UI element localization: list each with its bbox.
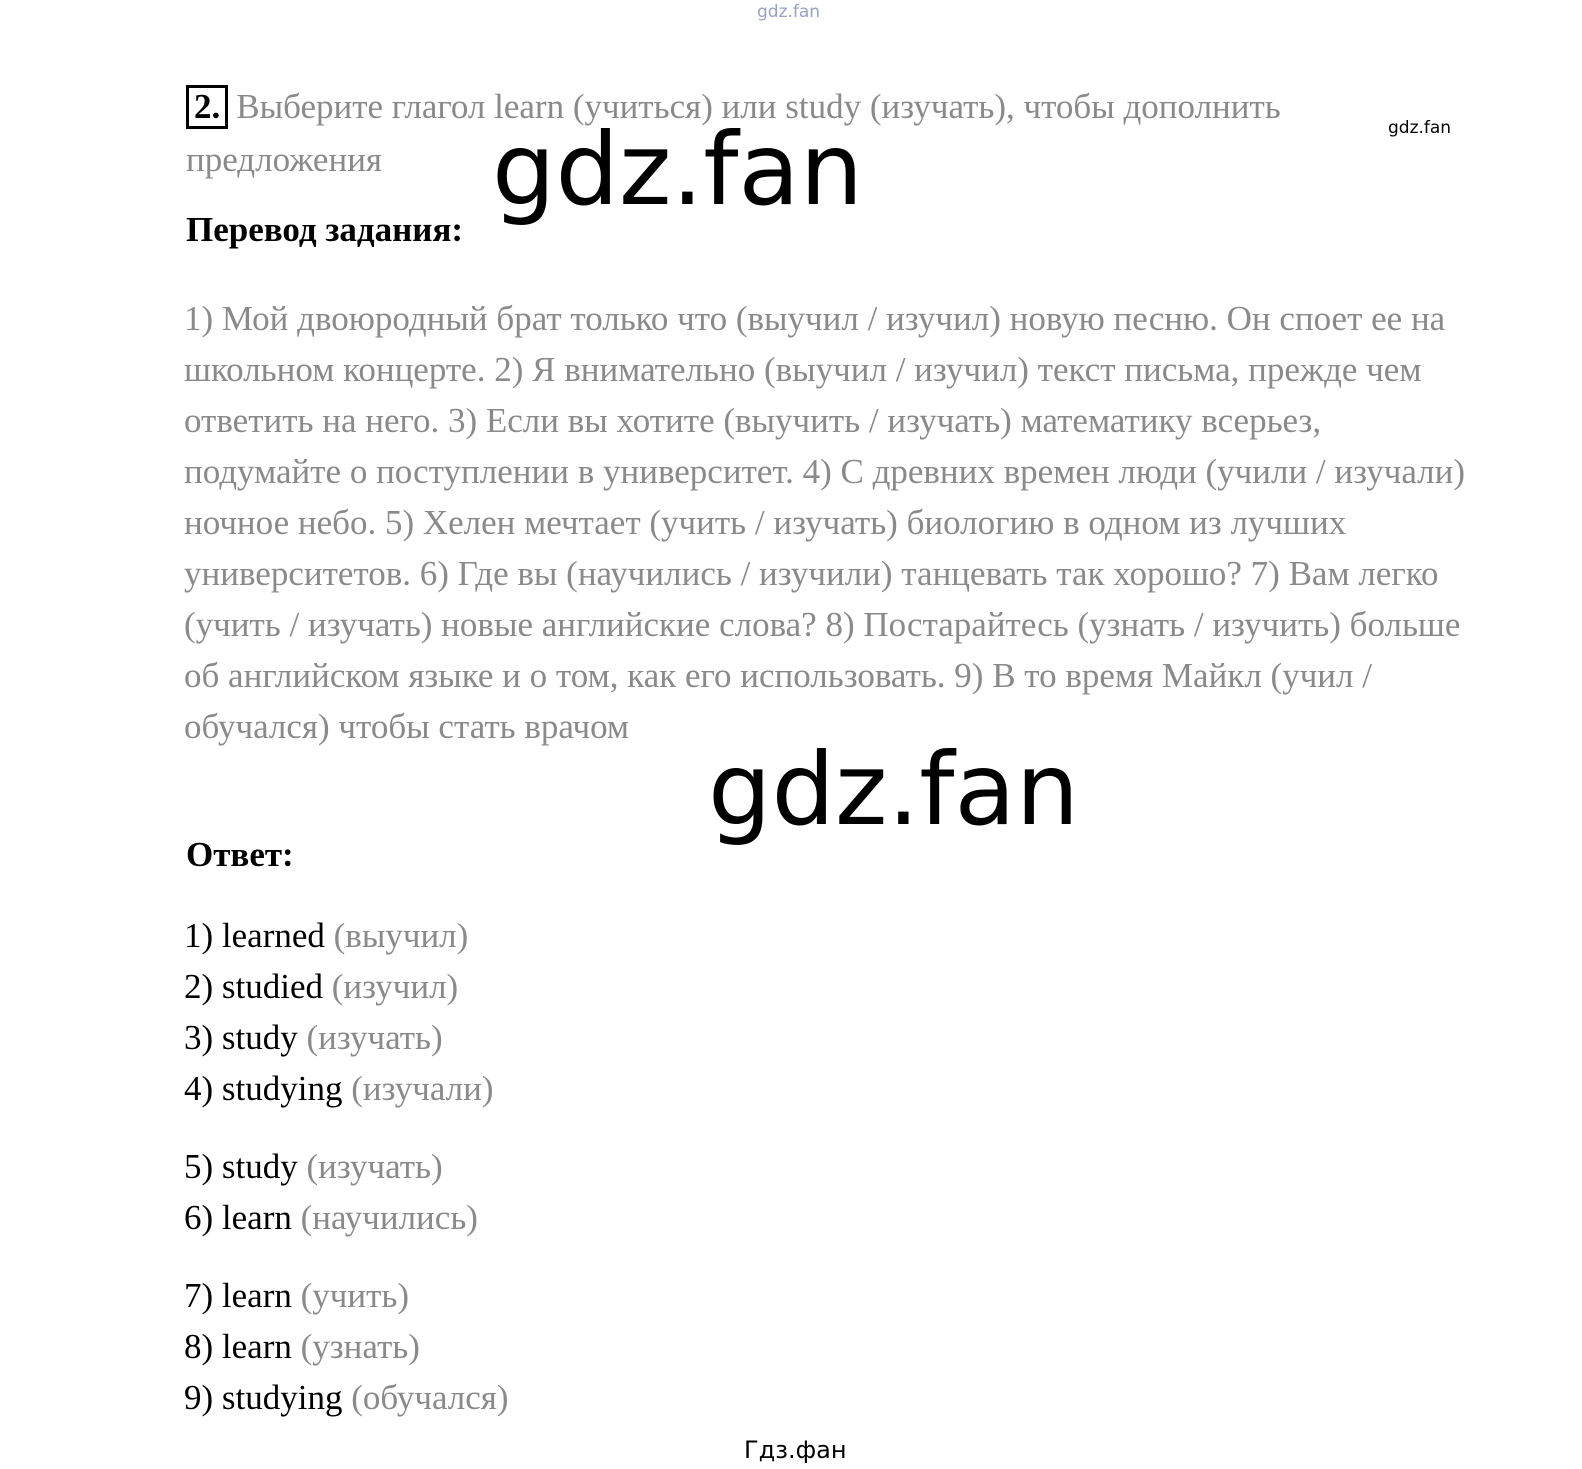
watermark-top: gdz.fan [757,2,821,22]
answer-word: 4) studying [184,1069,343,1108]
watermark-bottom: Гдз.фан [744,1436,847,1464]
answer-word: 7) learn [184,1276,292,1315]
answer-item [184,1063,509,1114]
answer-translation: (выучил) [333,916,469,955]
answer-item [184,1192,509,1243]
answer-list [184,910,509,1423]
answer-word: 8) learn [184,1327,292,1366]
task-text: Выберите глагол learn (учиться) или study (изучать), чтобы дополнить предложения [186,87,1281,179]
translation-text: 1) Мой двоюродный брат только что (выучил / изучил) новую песню. Он споет ее на школьном концерте. 2) Я внимательно (выучил / изучил) текст письма, прежде чем ответить на него. 3) Если вы хотите (выучить / изучать) математику всерьез, подумайте о поступлении в университет. 4) С древних времен люди (учили / изучали) ночное небо. 5) Хелен мечтает (учить / изучать) биологию в одном из лучших университетов. 6) Где вы (научились / изучили) танцевать так хорошо? 7) Вам легко (учить / изучать) новые английские слова? 8) Постарайтесь (узнать / изучить) больше об английском языке и о том, как его использовать. 9) В то время Майкл (учил / обучался) чтобы стать врачом [184,299,1466,746]
answer-translation: (учить) [300,1276,410,1315]
answer-translation: (изучать) [306,1147,443,1186]
answer-translation: (изучил) [331,967,459,1006]
answer-translation: (узнать) [300,1327,420,1366]
answer-translation: (научились) [300,1198,478,1237]
answer-item [184,1270,509,1321]
answer-item [184,961,509,1012]
answer-translation: (изучали) [351,1069,494,1108]
answer-word: 5) study [184,1147,298,1186]
translation-heading: Перевод задания: [186,210,464,249]
answer-word: 2) studied [184,967,324,1006]
answer-translation: (изучать) [306,1018,443,1057]
watermark-large: gdz.fan [708,731,1080,848]
watermark-large: gdz.fan [492,111,864,228]
answer-item [184,910,509,961]
answer-item [184,1141,509,1192]
watermark-top-right: gdz.fan [1388,118,1452,138]
answer-item [184,1012,509,1063]
answer-heading: Ответ: [186,835,294,874]
answer-item [184,1321,509,1372]
answer-word: 3) study [184,1018,298,1057]
task-number: 2. [186,85,228,129]
answer-word: 1) learned [184,916,325,955]
answer-word: 9) studying [184,1378,343,1417]
answer-translation: (обучался) [351,1378,509,1417]
answer-word: 6) learn [184,1198,292,1237]
answer-item [184,1372,509,1423]
